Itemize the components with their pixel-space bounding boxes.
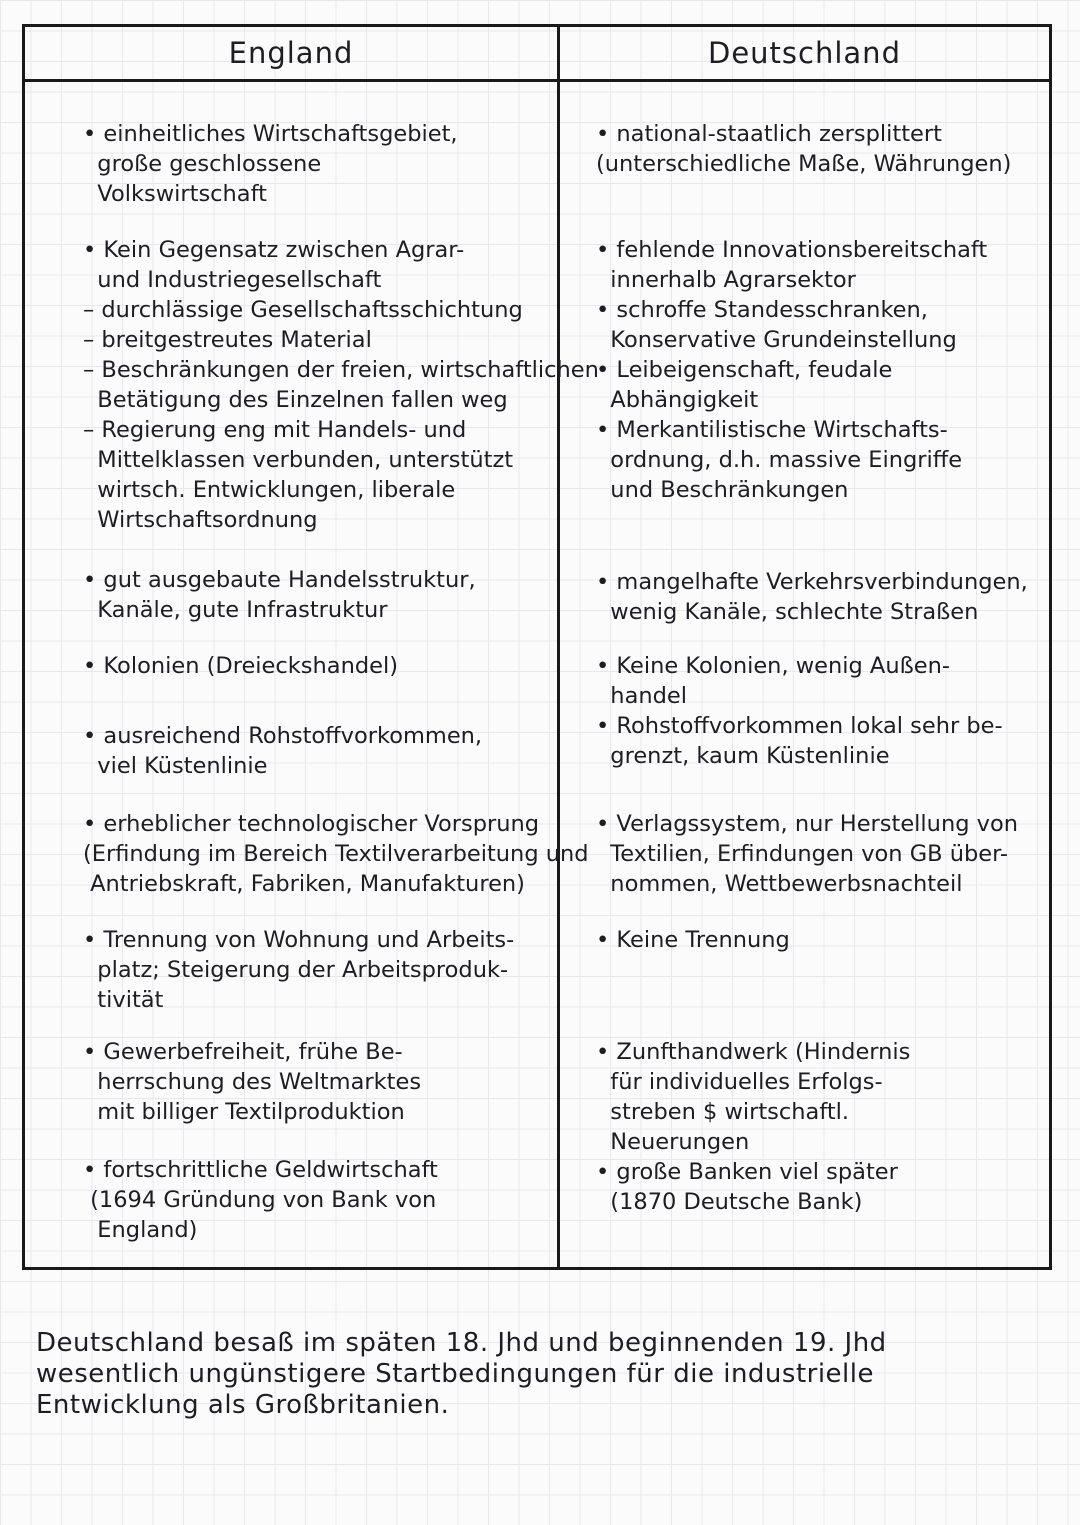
entry-line: • große Banken viel später xyxy=(596,1159,898,1185)
entry-line: innerhalb Agrarsektor xyxy=(596,267,856,293)
entry-line: und Industriegesellschaft xyxy=(83,267,382,293)
entry-line: • Merkantilistische Wirtschafts- xyxy=(596,417,948,443)
entry-line: • national-staatlich zersplittert xyxy=(596,121,942,147)
england-entry xyxy=(83,565,476,625)
entry-line: • Kolonien (Dreieckshandel) xyxy=(83,653,398,679)
england-entry xyxy=(83,1155,438,1245)
entry-line: (unterschiedliche Maße, Währungen) xyxy=(596,151,1012,177)
entry-line: – Regierung eng mit Handels- und xyxy=(83,417,467,443)
entry-line: Textilien, Erfindungen von GB über- xyxy=(596,841,1009,867)
deutschland-entry xyxy=(596,1037,910,1217)
entry-line: Neuerungen xyxy=(596,1129,750,1155)
comparison-table xyxy=(22,24,1052,1270)
entry-line: • schroffe Standesschranken, xyxy=(596,297,928,323)
entry-line: • Keine Trennung xyxy=(596,927,790,953)
entry-line: • einheitliches Wirtschaftsgebiet, xyxy=(83,121,458,147)
entry-line: • Kein Gegensatz zwischen Agrar- xyxy=(83,237,465,263)
deutschland-entry xyxy=(596,567,1028,627)
entry-line: – breitgestreutes Material xyxy=(83,327,372,353)
entry-line: Betätigung des Einzelnen fallen weg xyxy=(83,387,508,413)
conclusion-line: Entwicklung als Großbritanien. xyxy=(36,1390,450,1420)
deutschland-entry xyxy=(596,235,987,505)
entry-line: handel xyxy=(596,683,687,709)
deutschland-entry xyxy=(596,809,1018,899)
entry-line: für individuelles Erfolgs- xyxy=(596,1069,883,1095)
entry-line: Wirtschaftsordnung xyxy=(83,507,318,533)
england-entry xyxy=(83,119,458,209)
england-entry xyxy=(83,651,398,681)
header-deutschland: Deutschland xyxy=(708,36,901,70)
england-entry xyxy=(83,721,482,781)
entry-line: Konservative Grundeinstellung xyxy=(596,327,957,353)
entry-line: England) xyxy=(83,1217,198,1243)
entry-line: ordnung, d.h. massive Eingriffe xyxy=(596,447,963,473)
entry-line: wenig Kanäle, schlechte Straßen xyxy=(596,599,979,625)
entry-line: tivität xyxy=(83,987,164,1013)
entry-line: Antriebskraft, Fabriken, Manufakturen) xyxy=(83,871,525,897)
england-column xyxy=(25,85,599,1267)
entry-line: herrschung des Weltmarktes xyxy=(83,1069,422,1095)
entry-line: • fortschrittliche Geldwirtschaft xyxy=(83,1157,438,1183)
entry-line: • Trennung von Wohnung und Arbeits- xyxy=(83,927,515,953)
entry-line: • erheblicher technologischer Vorsprung xyxy=(83,811,540,837)
deutschland-entry xyxy=(596,651,1003,771)
entry-line: • gut ausgebaute Handelsstruktur, xyxy=(83,567,476,593)
entry-line: platz; Steigerung der Arbeitsproduk- xyxy=(83,957,509,983)
entry-line: • Gewerbefreiheit, frühe Be- xyxy=(83,1039,403,1065)
entry-line: • Zunfthandwerk (Hindernis xyxy=(596,1039,911,1065)
england-entry xyxy=(83,809,589,899)
entry-line: (1870 Deutsche Bank) xyxy=(596,1189,863,1215)
deutschland-column xyxy=(560,85,1049,1267)
entry-line: (Erfindung im Bereich Textilverarbeitung und xyxy=(83,841,589,867)
entry-line: nommen, Wettbewerbsnachteil xyxy=(596,871,963,897)
conclusion-line: Deutschland besaß im späten 18. Jhd und beginnenden 19. Jhd xyxy=(36,1328,887,1358)
conclusion-text xyxy=(36,1328,887,1421)
entry-line: grenzt, kaum Küstenlinie xyxy=(596,743,890,769)
header-divider xyxy=(25,79,1049,82)
deutschland-entry xyxy=(596,119,1011,179)
entry-line: • Rohstoffvorkommen lokal sehr be- xyxy=(596,713,1003,739)
entry-line: – Beschränkungen der freien, wirtschaftlichen xyxy=(83,357,599,383)
entry-line: • Leibeigenschaft, feudale xyxy=(596,357,893,383)
entry-line: Mittelklassen verbunden, unterstützt xyxy=(83,447,514,473)
entry-line: • ausreichend Rohstoffvorkommen, xyxy=(83,723,483,749)
entry-line: mit billiger Textilproduktion xyxy=(83,1099,405,1125)
header-england: England xyxy=(228,36,354,70)
entry-line: und Beschränkungen xyxy=(596,477,849,503)
entry-line: Volkswirtschaft xyxy=(83,181,267,207)
entry-line: viel Küstenlinie xyxy=(83,753,268,779)
entry-line: • Keine Kolonien, wenig Außen- xyxy=(596,653,950,679)
england-entry xyxy=(83,1037,421,1127)
entry-line: • Verlagssystem, nur Herstellung von xyxy=(596,811,1018,837)
entry-line: große geschlossene xyxy=(83,151,322,177)
entry-line: Abhängigkeit xyxy=(596,387,759,413)
entry-line: streben $ wirtschaftl. xyxy=(596,1099,850,1125)
conclusion-line: wesentlich ungünstigere Startbedingungen für die industrielle xyxy=(36,1359,874,1389)
entry-line: Kanäle, gute Infrastruktur xyxy=(83,597,388,623)
entry-line: wirtsch. Entwicklungen, liberale xyxy=(83,477,456,503)
england-entry xyxy=(83,235,599,535)
deutschland-entry xyxy=(596,925,790,955)
entry-line: – durchlässige Gesellschaftsschichtung xyxy=(83,297,523,323)
entry-line: (1694 Gründung von Bank von xyxy=(83,1187,437,1213)
entry-line: • mangelhafte Verkehrsverbindungen, xyxy=(596,569,1028,595)
england-entry xyxy=(83,925,514,1015)
entry-line: • fehlende Innovationsbereitschaft xyxy=(596,237,988,263)
